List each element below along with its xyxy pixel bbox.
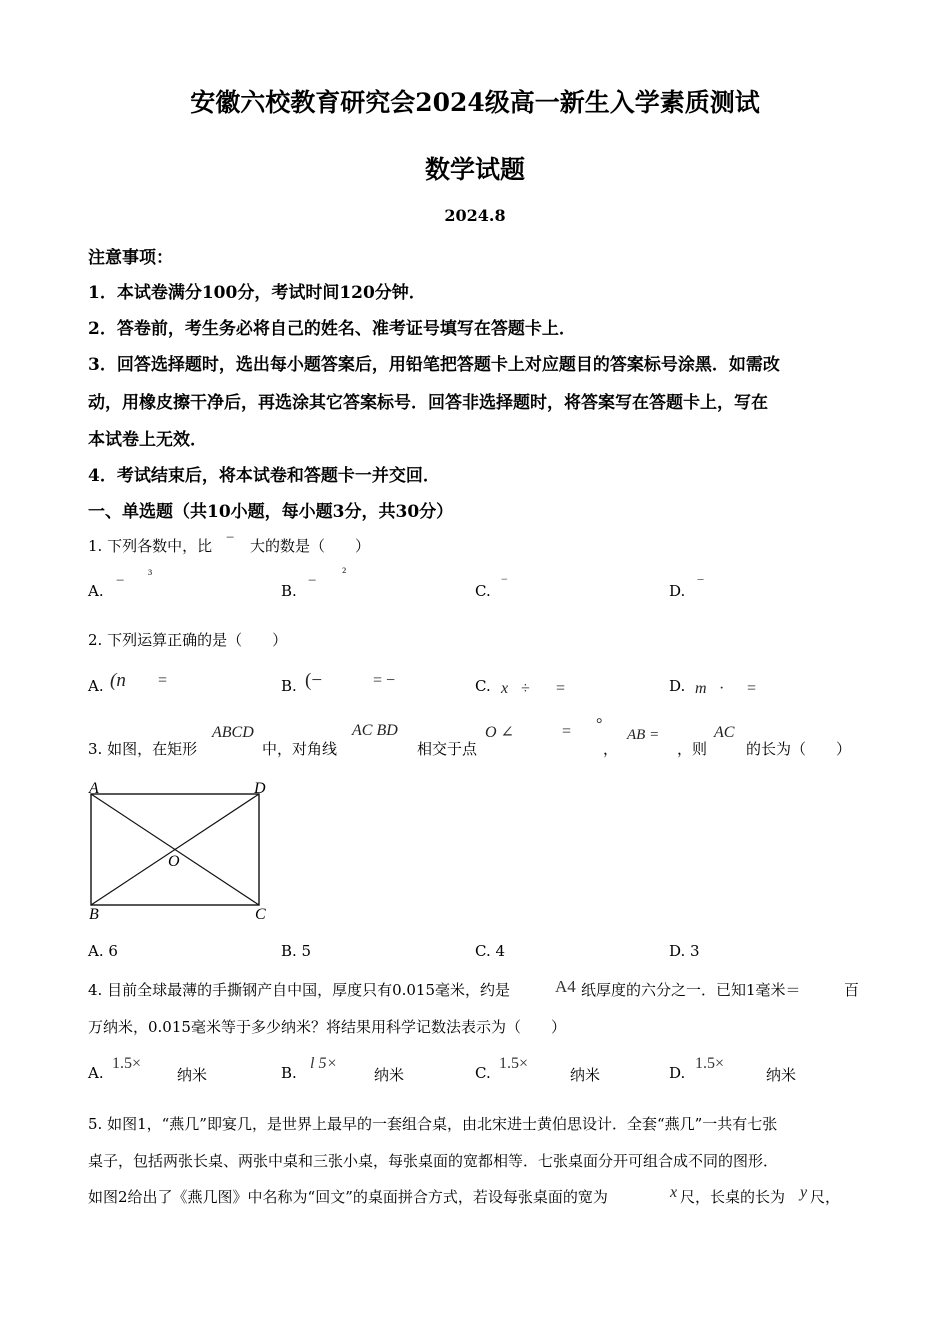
q2-option-a: A. (88, 677, 104, 695)
q2-option-d: D. (669, 677, 686, 695)
q2-option-b-math-1: (− (305, 670, 323, 691)
note-item-3-line-3: 本试卷上无效． (88, 430, 207, 450)
vertex-c-label: C (255, 906, 266, 923)
q4-option-d: D. (669, 1064, 686, 1082)
point-o-label: O (168, 853, 180, 870)
q3-stem-a: 3. 如图，在矩形 (88, 740, 198, 758)
q2-option-c-math-1: x (501, 680, 509, 697)
q3-abcd: ABCD (212, 724, 254, 741)
q4-line-2: 万纳米，0.015毫米等于多少纳米？将结果用科学记数法表示为（ ） (88, 1018, 566, 1036)
q4-option-d-math: 1.5× (695, 1055, 725, 1072)
q2-option-b-math-2: = − (373, 672, 396, 689)
note-item-3-line-1: 3．回答选择题时，选出每小题答案后，用铅笔把答题卡上对应题目的答案标号涂黑．如需改 (88, 355, 780, 375)
section-1-heading: 一、单选题（共10小题，每小题3分，共30分） (88, 502, 454, 522)
q4-option-c: C. (475, 1064, 491, 1082)
q3-o-angle: O ∠ (485, 724, 514, 741)
note-item-2: 2．答卷前，考生务必将自己的姓名、准考证号填写在答题卡上． (88, 319, 576, 339)
exam-date: 2024.8 (444, 206, 506, 225)
q5-line-2: 桌子，包括两张长桌、两张中桌和三张小桌，每张桌面的宽都相等．七张桌面分开可组合成不同的图形． (88, 1152, 779, 1170)
notes-heading: 注意事项： (88, 248, 173, 268)
q2-option-d-math-1: m (695, 680, 707, 697)
q2-option-d-math-2: · (719, 680, 725, 697)
q1-option-a-fragment: − (116, 573, 125, 589)
q4-a4: A4 (555, 977, 576, 996)
q1-option-b-fragment-2: ² (342, 566, 347, 581)
vertex-d-label: D (254, 780, 266, 797)
vertex-a-label: A (89, 780, 99, 797)
q4-option-b: B. (281, 1064, 297, 1082)
q3-stem-d: 的长为（ ） (746, 740, 852, 758)
q3-degree: ° (596, 716, 603, 733)
q2-stem: 2. 下列运算正确的是（ ） (88, 631, 288, 649)
q4-line-1-a: 4. 目前全球最薄的手撕钢产自中国，厚度只有0.015毫米，约是 (88, 981, 511, 999)
q3-comma-then: ，则 (677, 740, 708, 758)
q3-stem-c: 相交于点 (417, 740, 478, 758)
q1-fragment: − (226, 530, 235, 546)
q3-ac-bd: AC BD (352, 722, 398, 739)
q1-stem-b: 大的数是（ ） (250, 537, 371, 555)
q2-option-b: B. (281, 677, 297, 695)
q4-line-1-b: 纸厚度的六分之一．已知1毫米＝ (581, 981, 801, 999)
q2-option-c: C. (475, 677, 491, 695)
q5-line-3-a: 如图2给出了《燕几图》中名称为“回文”的桌面拼合方式，若设每张桌面的宽为 (88, 1188, 608, 1206)
q3-option-c: C. 4 (475, 942, 506, 960)
q5-var-y: y (800, 1184, 808, 1201)
q1-option-a-fragment-2: ³ (148, 568, 153, 583)
q4-option-a: A. (88, 1064, 104, 1082)
q2-option-a-math-1: (n (110, 670, 126, 691)
q2-option-a-math-2: = (158, 672, 168, 689)
exam-title: 安徽六校教育研究会2024级高一新生入学素质测试 (190, 88, 760, 117)
q4-line-1-c: 百 (844, 981, 860, 999)
q3-ab-eq: AB = (627, 727, 660, 743)
q1-option-d-fragment: − (697, 572, 705, 587)
note-item-1: 1．本试卷满分100分，考试时间120分钟． (88, 283, 426, 303)
q2-option-c-math-3: = (556, 680, 566, 697)
q3-option-a: A. 6 (88, 942, 118, 960)
q4-option-b-unit: 纳米 (374, 1066, 405, 1084)
rectangle-figure (84, 778, 284, 924)
q3-option-b: B. 5 (281, 942, 312, 960)
q3-ac: AC (714, 724, 735, 741)
q3-comma: ， (603, 740, 619, 758)
q2-option-c-math-2: ÷ (521, 680, 530, 697)
q5-line-3-b: 尺，长桌的长为 (680, 1188, 786, 1206)
q1-option-b: B. (281, 582, 297, 600)
q3-equals: = (562, 723, 572, 740)
q1-option-a: A. (88, 582, 104, 600)
q4-option-c-unit: 纳米 (570, 1066, 601, 1084)
q4-option-a-unit: 纳米 (177, 1066, 208, 1084)
note-item-3-line-2: 动，用橡皮擦干净后，再选涂其它答案标号．回答非选择题时，将答案写在答题卡上，写在 (88, 393, 768, 413)
q5-line-3-c: 尺， (810, 1188, 841, 1206)
q1-stem-a: 1. 下列各数中，比 (88, 537, 213, 555)
q5-line-1: 5. 如图1，“燕几”即宴几，是世界上最早的一套组合桌，由北宋进士黄伯思设计．全套“燕几”一共有七张 (88, 1115, 778, 1133)
q4-option-b-math: l 5× (310, 1055, 338, 1072)
exam-subtitle: 数学试题 (424, 155, 525, 184)
q5-var-x: x (670, 1184, 678, 1201)
vertex-b-label: B (89, 906, 99, 923)
q3-option-d: D. 3 (669, 942, 700, 960)
q3-stem-b: 中，对角线 (262, 740, 338, 758)
q4-option-a-math: 1.5× (112, 1055, 142, 1072)
q4-option-c-math: 1.5× (499, 1055, 529, 1072)
q1-option-b-fragment: − (308, 573, 317, 589)
q2-option-d-math-3: = (747, 680, 757, 697)
q1-option-d: D. (669, 582, 686, 600)
q1-option-c: C. (475, 582, 491, 600)
note-item-4: 4．考试结束后，将本试卷和答题卡一并交回． (88, 466, 440, 486)
q4-option-d-unit: 纳米 (766, 1066, 797, 1084)
q1-option-c-fragment: − (501, 572, 508, 586)
